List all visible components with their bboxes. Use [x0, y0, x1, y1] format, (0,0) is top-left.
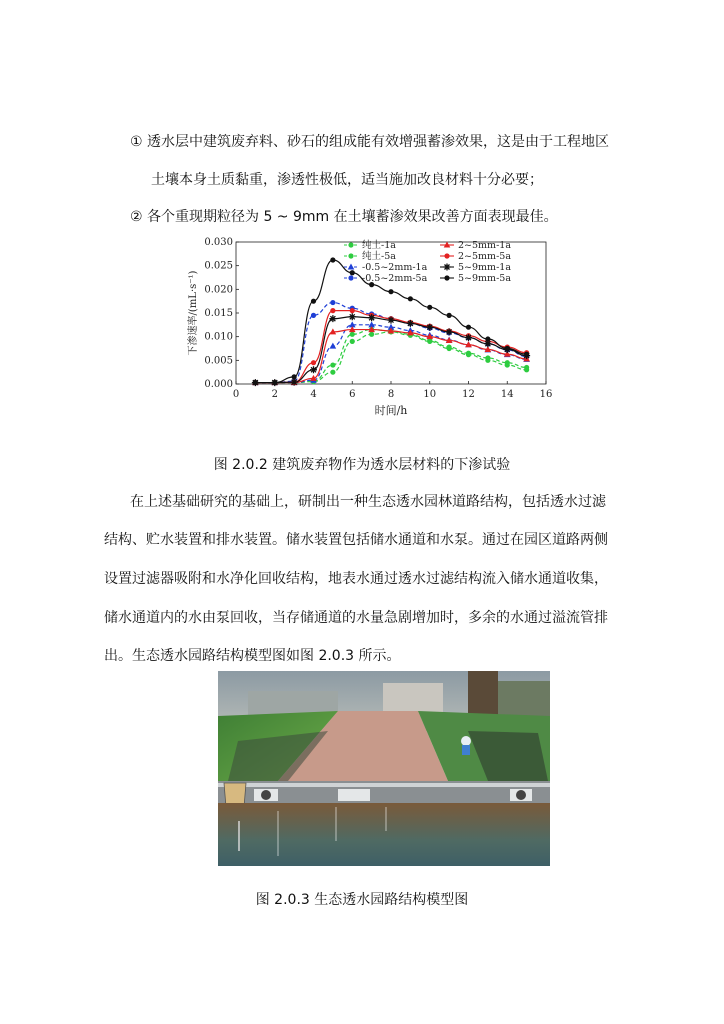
data-point: [465, 334, 472, 341]
x-tick-label: 6: [349, 389, 356, 400]
y-tick-label: 0.010: [204, 331, 233, 343]
eco-pavement-model-photo: [218, 671, 550, 866]
data-point: [524, 352, 529, 357]
data-point: [291, 379, 298, 386]
data-point: [444, 264, 451, 271]
body-line-3: 设置过滤器吸附和水净化回收结构，地表水通过透水过滤结构流入储水通道收集，: [104, 571, 608, 587]
x-axis-label: 时间/h: [374, 404, 408, 417]
data-point: [310, 366, 317, 373]
y-tick-label: 0.025: [204, 260, 233, 272]
data-point: [408, 296, 413, 301]
data-point: [330, 300, 335, 305]
figure-2-0-2-caption: 图 2.0.2 建筑废弃物作为透水层材料的下渗试验: [213, 457, 511, 473]
data-point: [368, 314, 375, 321]
x-tick-label: 2: [271, 389, 278, 400]
data-point: [444, 253, 449, 258]
y-tick-label: 0.000: [204, 379, 233, 390]
chart-svg: [186, 234, 552, 430]
data-point: [330, 343, 337, 349]
y-tick-label: 0.030: [204, 237, 233, 248]
x-tick-label: 10: [423, 389, 437, 400]
body-line-5: 出。生态透水园路结构模型图如图 2.0.3 所示。: [104, 648, 401, 664]
list-item-1-line-2: 土壤本身土质黏重，渗透性极低，适当施加改良材料十分必要；: [151, 172, 543, 188]
data-point: [330, 308, 335, 313]
data-point: [329, 315, 336, 322]
x-tick-label: 14: [500, 389, 514, 400]
data-point: [348, 253, 353, 258]
data-point: [348, 264, 355, 270]
data-point: [330, 257, 335, 262]
data-point: [447, 344, 452, 349]
data-point: [446, 328, 453, 335]
figure-2-0-3-caption: 图 2.0.3 生态透水园路结构模型图: [255, 892, 469, 908]
data-point: [524, 365, 529, 370]
data-point: [311, 299, 316, 304]
data-point: [348, 242, 353, 247]
data-point: [350, 332, 355, 337]
legend-label: -0.5~2mm-1a: [362, 262, 428, 273]
data-point: [388, 317, 395, 324]
data-point: [505, 360, 510, 365]
data-point: [330, 370, 335, 375]
infiltration-chart: [186, 234, 552, 430]
data-point: [466, 351, 471, 356]
list-item-2: ② 各个重现期粒径为 5 ~ 9mm 在土壤蓄渗效果改善方面表现最佳。: [130, 209, 558, 225]
data-point: [505, 346, 510, 351]
data-point: [350, 308, 355, 313]
data-point: [330, 362, 335, 367]
data-point: [311, 313, 316, 318]
x-tick-label: 8: [387, 389, 395, 400]
data-point: [427, 305, 432, 310]
y-tick-label: 0.005: [204, 355, 233, 367]
data-point: [447, 313, 452, 318]
body-line-1: 在上述基础研究的基础上，研制出一种生态透水园林道路结构，包括透水过滤: [130, 494, 606, 510]
legend-label: 5~9mm-5a: [458, 273, 511, 284]
y-tick-label: 0.015: [204, 308, 233, 319]
body-line-2: 结构、贮水装置和排水装置。储水装置包括储水通道和水泵。通过在园区道路两侧: [104, 532, 608, 548]
legend-label: 纯土-5a: [362, 251, 396, 262]
data-point: [369, 332, 374, 337]
list-item-1-line-1: ① 透水层中建筑废弃料、砂石的组成能有效增强蓄渗效果，这是由于工程地区: [130, 134, 609, 150]
legend-label: 纯土-1a: [362, 240, 396, 251]
body-line-4: 储水通道内的水由泵回收，当存储通道的水量急剧增加时，多余的水通过溢流管排: [104, 610, 608, 626]
data-point: [426, 324, 433, 331]
data-point: [485, 355, 490, 360]
data-point: [311, 360, 316, 365]
data-point: [407, 320, 414, 327]
x-tick-label: 16: [539, 389, 552, 400]
data-point: [444, 275, 449, 280]
x-tick-label: 0: [232, 389, 240, 400]
pavement-model-illustration: [218, 671, 550, 866]
x-tick-label: 12: [462, 389, 475, 400]
y-axis-label: 下渗速率/(mL·s⁻¹): [188, 270, 199, 356]
data-point: [388, 289, 393, 294]
data-point: [253, 380, 258, 385]
data-point: [272, 380, 277, 385]
legend-label: 2~5mm-1a: [458, 240, 511, 251]
data-point: [350, 270, 355, 275]
legend-label: 5~9mm-1a: [458, 262, 511, 273]
x-tick-label: 4: [310, 389, 317, 400]
data-point: [350, 339, 355, 344]
data-point: [466, 325, 471, 330]
legend-label: 2~5mm-5a: [458, 251, 511, 262]
data-point: [485, 336, 490, 341]
data-point: [348, 275, 353, 280]
y-tick-label: 0.020: [204, 284, 233, 296]
data-point: [292, 374, 297, 379]
data-point: [349, 313, 356, 320]
legend-label: -0.5~2mm-5a: [362, 273, 428, 284]
